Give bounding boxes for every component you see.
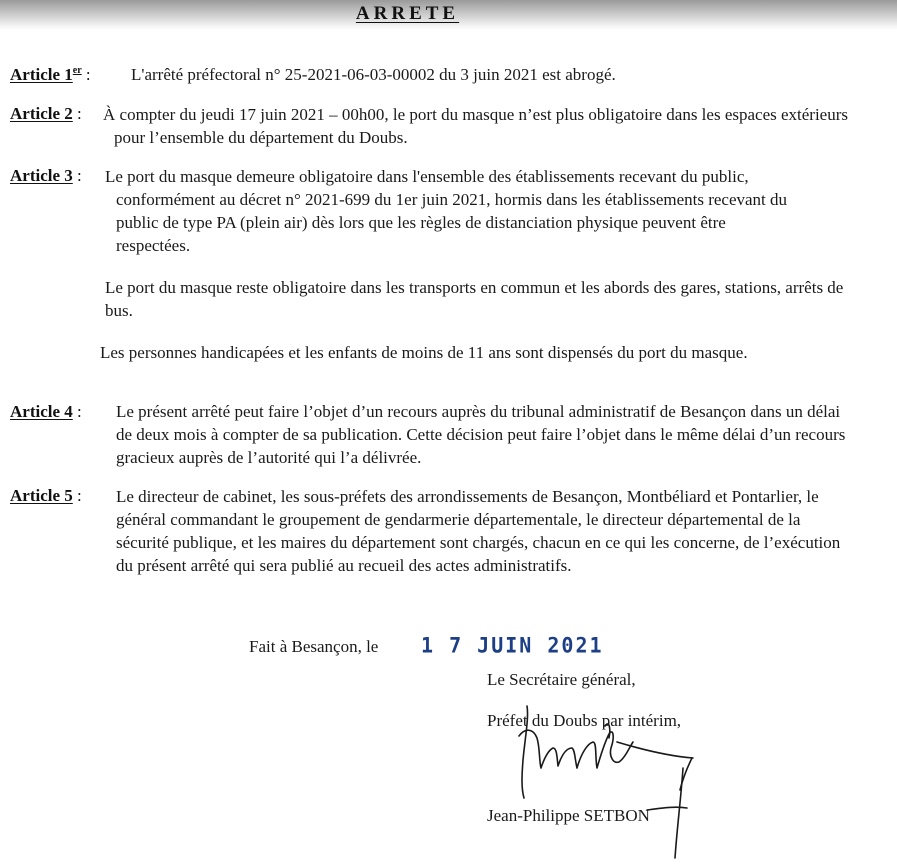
article-1-text: L'arrêté préfectoral n° 25-2021-06-03-00002 du 3 juin 2021 est abrogé. bbox=[131, 65, 616, 84]
article-5-text: Le directeur de cabinet, les sous-préfets des arrondissements de Besançon, Montbéliard et Pontarlier, le général commandant le groupement de gendarmerie départementale, le directeur départemental de la sécurité publique, et les maires du département sont chargés, chacun en ce qui les concerne, de l’exécution du présent arrêté qui sera publié au recueil des actes administratifs. bbox=[116, 487, 841, 575]
article-5-colon: : bbox=[72, 486, 82, 505]
date-stamp: 1 7 JUIN 2021 bbox=[421, 632, 604, 658]
article-4-label bbox=[10, 402, 82, 422]
article-2-label-text: Article 2 bbox=[10, 104, 73, 123]
place-date-line: Fait à Besançon, le bbox=[249, 637, 379, 656]
article-4-label-text: Article 4 bbox=[10, 402, 73, 421]
article-2-colon: : bbox=[72, 104, 82, 123]
signatory-role: Le Secrétaire général, bbox=[487, 670, 636, 689]
article-1-colon: : bbox=[81, 65, 91, 84]
article-3-paragraph-3: Les personnes handicapées et les enfants de moins de 11 ans sont dispensés du port du masque. bbox=[100, 343, 748, 362]
article-3-label bbox=[10, 166, 82, 186]
article-4-colon: : bbox=[72, 402, 82, 421]
article-5-label bbox=[10, 486, 82, 506]
article-3-label-text: Article 3 bbox=[10, 166, 73, 185]
signatory-title: Préfet du Doubs par intérim, bbox=[487, 711, 682, 730]
article-4-text: Le présent arrêté peut faire l’objet d’un recours auprès du tribunal administratif de Besançon dans un délai de deux mois à compter de sa publication. Cette décision peut faire l’objet dans le même délai d’un recours gracieux auprès de l’autorité qui l’a délivrée. bbox=[116, 402, 846, 467]
article-3-colon: : bbox=[72, 166, 82, 185]
handwritten-signature bbox=[497, 698, 712, 865]
article-1-label bbox=[10, 65, 91, 85]
article-3-text: Le port du masque demeure obligatoire dans l'ensemble des établissements recevant du public, conformément au décret n° 2021-699 du 1er juin 2021, hormis dans les établissements recevant du public de type PA (plein air) dès lors que les règles de distanciation physique peuvent être respectées. bbox=[105, 167, 788, 255]
article-2-text: À compter du jeudi 17 juin 2021 – 00h00, le port du masque n’est plus obligatoire dans les espaces extérieurs pour l’ensemble du département du Doubs. bbox=[103, 105, 849, 147]
signatory-name: Jean-Philippe SETBON bbox=[487, 806, 650, 825]
article-1-superscript: er bbox=[72, 65, 82, 76]
article-5-label-text: Article 5 bbox=[10, 486, 73, 505]
document-title: ARRETE bbox=[355, 3, 460, 24]
article-1-label-text: Article 1 bbox=[10, 65, 73, 84]
article-2-label bbox=[10, 104, 82, 124]
article-3-paragraph-2: Le port du masque reste obligatoire dans les transports en commun et les abords des gares, stations, arrêts de bus. bbox=[105, 278, 844, 320]
